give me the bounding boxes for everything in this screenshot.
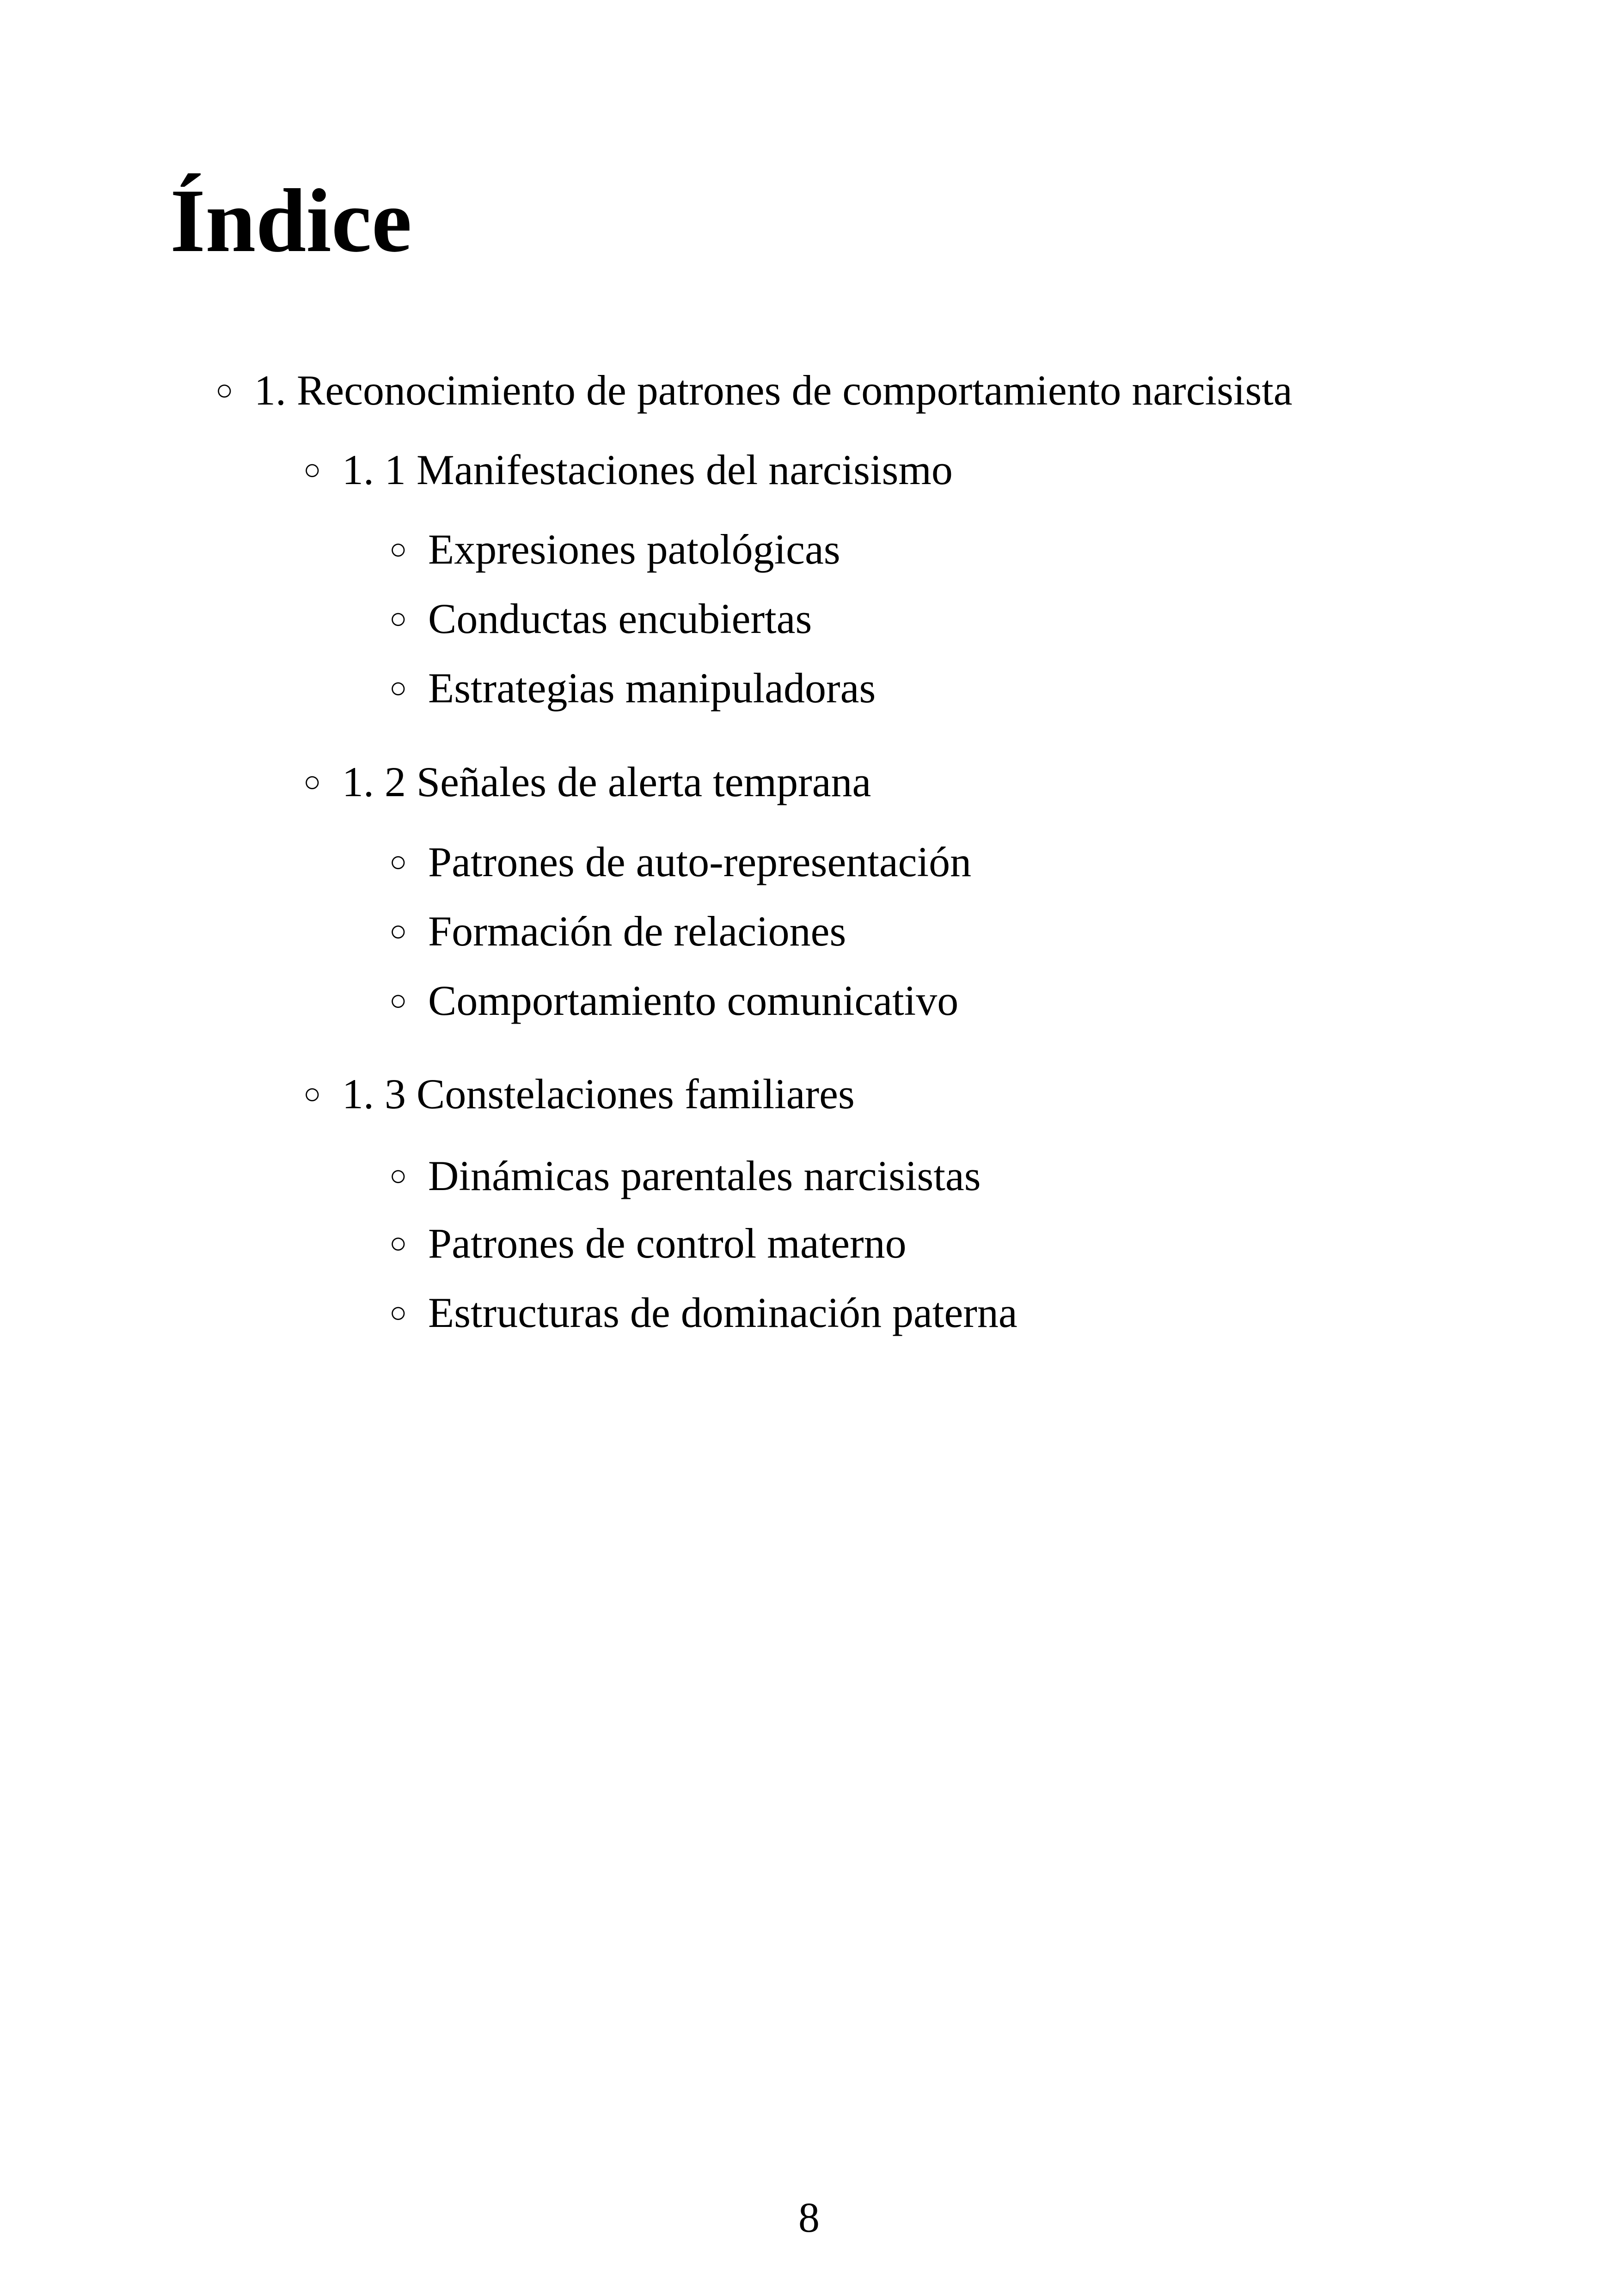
hollow-circle-bullet-icon: ○ — [389, 845, 407, 878]
toc-item[interactable] — [389, 1222, 907, 1265]
hollow-circle-bullet-icon: ○ — [389, 915, 407, 947]
toc-item-label: Conductas encubiertas — [428, 595, 812, 642]
toc-item-label: Patrones de control materno — [428, 1220, 907, 1267]
toc-item-label: Dinámicas parentales narcisistas — [428, 1152, 981, 1199]
hollow-circle-bullet-icon: ○ — [303, 1077, 321, 1110]
hollow-circle-bullet-icon: ○ — [389, 1296, 407, 1329]
toc-item-label: Comportamiento comunicativo — [428, 977, 959, 1024]
page-title: Índice — [170, 171, 412, 271]
toc-item[interactable] — [389, 908, 846, 955]
hollow-circle-bullet-icon: ○ — [303, 765, 321, 798]
hollow-circle-bullet-icon: ○ — [389, 1227, 407, 1259]
toc-item-label: Estructuras de dominación paterna — [428, 1289, 1017, 1336]
toc-item[interactable] — [389, 528, 840, 571]
hollow-circle-bullet-icon: ○ — [215, 374, 233, 406]
hollow-circle-bullet-icon: ○ — [389, 671, 407, 704]
hollow-circle-bullet-icon: ○ — [389, 602, 407, 635]
toc-item-label: Expresiones patológicas — [428, 526, 840, 573]
toc-item[interactable] — [389, 838, 972, 885]
toc-item-label: Estrategias manipuladoras — [428, 664, 876, 712]
toc-section-1-3[interactable] — [303, 1070, 855, 1117]
toc-item[interactable] — [389, 1154, 981, 1197]
toc-section-label: 1. 3 Constelaciones familiares — [342, 1070, 855, 1117]
toc-item[interactable] — [389, 979, 958, 1022]
page-number: 8 — [798, 2194, 820, 2241]
hollow-circle-bullet-icon: ○ — [303, 453, 321, 486]
toc-item[interactable] — [389, 597, 812, 640]
toc-item[interactable] — [389, 1291, 1017, 1334]
toc-section-label: 1. 1 Manifestaciones del narcisismo — [342, 446, 953, 493]
toc-chapter-1[interactable] — [215, 367, 1293, 414]
hollow-circle-bullet-icon: ○ — [389, 533, 407, 565]
toc-item-label: Formación de relaciones — [428, 908, 846, 955]
hollow-circle-bullet-icon: ○ — [389, 1159, 407, 1192]
toc-section-1-2[interactable] — [303, 758, 871, 805]
toc-section-1-1[interactable] — [303, 448, 953, 491]
toc-chapter-label: 1. Reconocimiento de patrones de comportamiento narcisista — [254, 367, 1293, 414]
toc-item[interactable] — [389, 664, 876, 712]
toc-item-label: Patrones de auto-representación — [428, 838, 972, 885]
toc-section-label: 1. 2 Señales de alerta temprana — [342, 758, 871, 805]
hollow-circle-bullet-icon: ○ — [389, 984, 407, 1017]
